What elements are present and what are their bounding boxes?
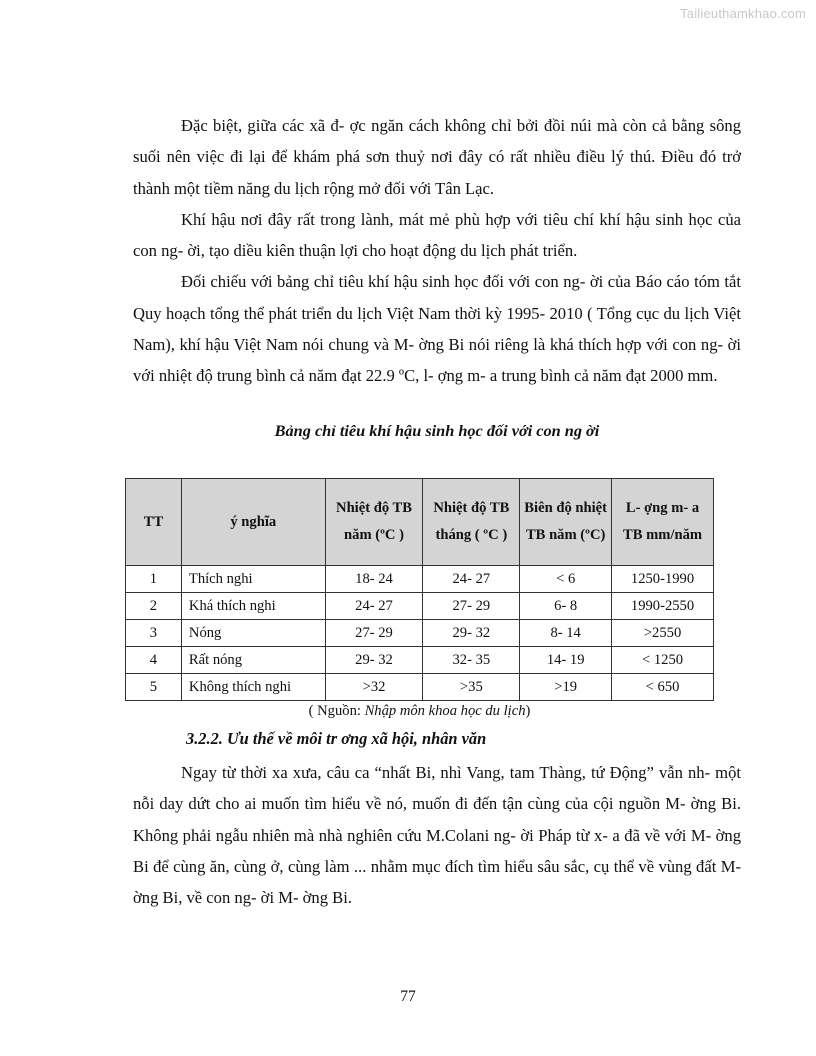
cell-tt: 2 bbox=[126, 593, 182, 620]
cell-amplitude: 14- 19 bbox=[520, 647, 612, 674]
header-meaning: ý nghĩa bbox=[181, 479, 325, 566]
table-title: Bảng chỉ tiêu khí hậu sinh học đối với con ng ời bbox=[274, 421, 600, 440]
source-prefix: ( Nguồn: bbox=[308, 703, 365, 719]
cell-temp-year: 27- 29 bbox=[325, 620, 423, 647]
paragraph: Khí hậu nơi đây rất trong lành, mát mẻ phù hợp với tiêu chí khí hậu sinh học của con ng- ời, tạo diều kiên thuận lợi cho hoạt động du lịch phát triển. bbox=[133, 209, 741, 261]
section-heading: 3.2.2. Ưu thế về môi tr ơng xã hội, nhân văn bbox=[186, 729, 487, 748]
table-row bbox=[126, 674, 714, 701]
source-suffix: ) bbox=[525, 703, 531, 719]
cell-tt: 4 bbox=[126, 647, 182, 674]
cell-meaning: Khá thích nghi bbox=[181, 593, 325, 620]
header-temp-month: Nhiệt độ TB tháng ( ºC ) bbox=[423, 479, 520, 566]
table-source bbox=[125, 703, 714, 720]
table-row bbox=[126, 566, 714, 593]
body-text bbox=[133, 110, 741, 392]
table-header-row bbox=[126, 479, 714, 566]
cell-rain: >2550 bbox=[612, 620, 714, 647]
cell-temp-month: 27- 29 bbox=[423, 593, 520, 620]
table-row bbox=[126, 620, 714, 647]
watermark: Tailieuthamkhao.com bbox=[680, 6, 806, 21]
cell-amplitude: 6- 8 bbox=[520, 593, 612, 620]
cell-temp-month: >35 bbox=[423, 674, 520, 701]
page-number: 77 bbox=[400, 988, 416, 1005]
cell-temp-month: 24- 27 bbox=[423, 566, 520, 593]
cell-temp-year: 24- 27 bbox=[325, 593, 423, 620]
cell-meaning: Thích nghi bbox=[181, 566, 325, 593]
table-row bbox=[126, 647, 714, 674]
source-title: Nhập môn khoa học du lịch bbox=[364, 703, 526, 719]
table-row bbox=[126, 593, 714, 620]
cell-tt: 5 bbox=[126, 674, 182, 701]
cell-temp-year: 29- 32 bbox=[325, 647, 423, 674]
cell-temp-year: >32 bbox=[325, 674, 423, 701]
cell-tt: 3 bbox=[126, 620, 182, 647]
cell-amplitude: >19 bbox=[520, 674, 612, 701]
cell-rain: 1250-1990 bbox=[612, 566, 714, 593]
header-tt: TT bbox=[126, 479, 182, 566]
cell-temp-month: 29- 32 bbox=[423, 620, 520, 647]
body-text-2 bbox=[133, 757, 741, 913]
header-amplitude: Biên độ nhiệt TB năm (ºC) bbox=[520, 479, 612, 566]
paragraph: Đặc biệt, giữa các xã đ- ợc ngăn cách không chỉ bởi đồi núi mà còn cả bằng sông suối nên việc đi lại để khám phá sơn thuỷ nơi đây có rất nhiều điều lý thú. Điều đó trở thành một tiềm năng du lịch rộng mở đối với Tân Lạc. bbox=[133, 116, 741, 198]
header-rain: L- ợng m- a TB mm/năm bbox=[612, 479, 714, 566]
bioclimate-table bbox=[125, 478, 714, 701]
cell-meaning: Rất nóng bbox=[181, 647, 325, 674]
cell-meaning: Nóng bbox=[181, 620, 325, 647]
cell-rain: 1990-2550 bbox=[612, 593, 714, 620]
cell-meaning: Không thích nghi bbox=[181, 674, 325, 701]
paragraph: Đối chiếu với bảng chỉ tiêu khí hậu sinh học đối với con ng- ời của Báo cáo tóm tắt Quy hoạch tổng thể phát triển du lịch Việt Nam thời kỳ 1995- 2010 ( Tổng cục du lịch Việt Nam), khí hậu Việt Nam nói chung và M- ờng Bi nói riêng là khá thích hợp với con ng- ời với nhiệt độ trung bình cả năm đạt 22.9 ºC, l- ợng m- a trung bình cả năm đạt 2000 mm. bbox=[133, 272, 741, 386]
cell-temp-month: 32- 35 bbox=[423, 647, 520, 674]
cell-temp-year: 18- 24 bbox=[325, 566, 423, 593]
cell-rain: < 650 bbox=[612, 674, 714, 701]
cell-tt: 1 bbox=[126, 566, 182, 593]
cell-amplitude: < 6 bbox=[520, 566, 612, 593]
cell-amplitude: 8- 14 bbox=[520, 620, 612, 647]
cell-rain: < 1250 bbox=[612, 647, 714, 674]
paragraph: Ngay từ thời xa xưa, câu ca “nhất Bi, nhì Vang, tam Thàng, tứ Động” vẫn nh- một nỗi day dứt cho ai muốn tìm hiểu về nó, muốn đi đến tận cùng của cội nguồn M- ờng Bi. Không phải ngẫu nhiên mà nhà nghiên cứu M.Colani ng- ời Pháp từ x- a đã về với M- ờng Bi để cùng ăn, cùng ở, cùng làm ... nhằm mục đích tìm hiểu sâu sắc, cụ thể về vùng đất M- ờng Bi, về con ng- ời M- ờng Bi. bbox=[133, 763, 741, 908]
header-temp-year: Nhiệt độ TB năm (ºC ) bbox=[325, 479, 423, 566]
